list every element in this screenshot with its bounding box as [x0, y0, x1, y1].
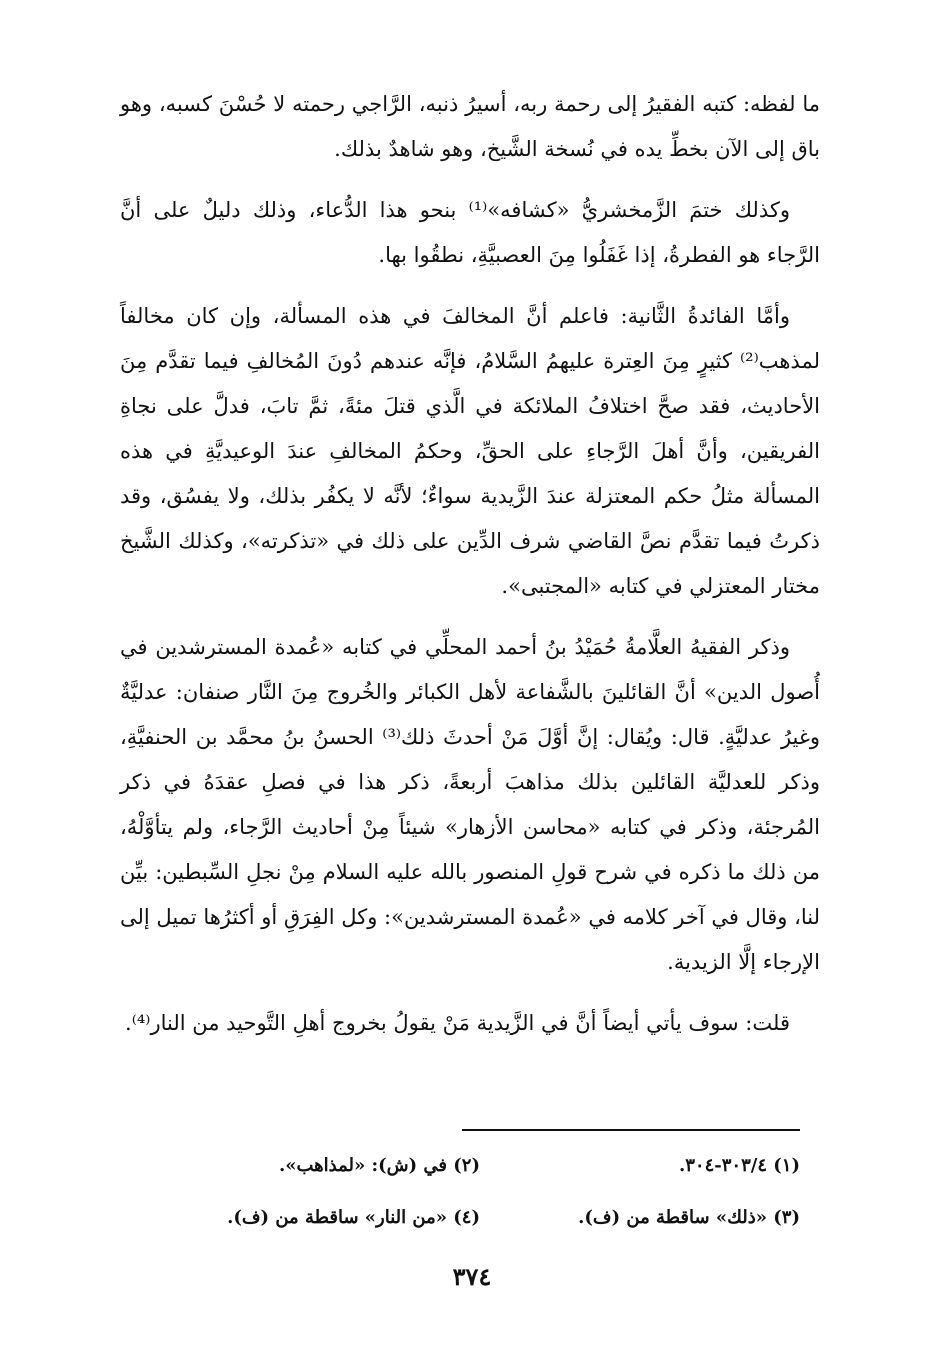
main-text: [120, 82, 820, 1062]
footnotes: [120, 1155, 820, 1259]
footnote-2: (٢) في (ش): «لمذاهب».: [278, 1155, 480, 1176]
footnote-4: (٤) «من النار» ساقطة من (ف).: [227, 1207, 480, 1228]
paragraph-4: وذكر الفقيهُ العلَّامةُ حُمَيْدُ بنُ أحمد المحلِّي في كتابه «عُمدة المسترشدين في أُصول الدين» أنَّ القائلينَ بالشَّفاعة لأهل الكبائر والخُروج مِنَ النَّار صنفان: عدليَّةٌ وغيرُ عدليَّةٍ. قال: ويُقال: إنَّ أوَّلَ مَنْ أحدثَ ذلك⁽³⁾ الحسنُ بنُ محمَّد بن الحنفيَّةِ، وذكر للعدليَّة القائلين بذلك مذاهبَ أربعةً، ذكر هذا في فصلِ عقدَهُ في ذكر المُرجئة، وذكر في كتابه «محاسن الأزهار» شيئاً مِنْ أحاديث الرَّجاء، ولم يتأوَّلْهُ، من ذلك ما ذكره في شرح قولِ المنصور بالله عليه السلام مِنْ نجلِ السِّبطين: بيِّن لنا، وقال في آخر كلامه في «عُمدة المسترشدين»: وكل الفِرَقِ أو أكثرُها تميل إلى الإرجاء إلَّا الزيدية.: [120, 635, 821, 974]
footnote-3: (٣) «ذلك» ساقطة من (ف).: [578, 1207, 800, 1228]
paragraph-1: ما لفظه: كتبه الفقيرُ إلى رحمة ربه، أسيرُ ذنبه، الرَّاجي رحمته لا حُسْنَ كسبه، وهو باق إلى الآن بخطِّ يده في نُسخة الشَّيخ، وهو شاهدٌ بذلك.: [120, 92, 820, 161]
footnote-1: (١) ٣٠٣/٤-٣٠٤.: [678, 1155, 800, 1176]
footnote-divider: [462, 1129, 800, 1131]
footnote-row: [120, 1155, 820, 1207]
paragraph-3: وأمَّا الفائدةُ الثَّانية: فاعلم أنَّ المخالفَ في هذه المسألة، وإن كان مخالفاً لمذهب⁽²⁾ كثيرٍ مِنَ العِترة عليهمُ السَّلامُ، فإنَّه عندهم دُونَ المُخالفِ فيما تقدَّم مِنَ الأحاديث، فقد صحَّ اختلافُ الملائكة في الَّذي قتلَ مئةً، ثمَّ تابَ، فدلَّ على نجاةِ الفريقين، وأنَّ أهلَ الرَّجاءِ على الحقِّ، وحكمُ المخالفِ عندَ الوعيديَّةِ في هذه المسألة مثلُ حكم المعتزلة عندَ الزَّيدية سواءٌ؛ لأنَّه لا يكفُر بذلك، ولا يفسُق، وقد ذكرتُ فيما تقدَّم نصَّ القاضي شرف الدِّين على ذلك في «تذكرته»، وكذلك الشَّيخ مختار المعتزلي في كتابه «المجتبى».: [120, 304, 820, 598]
paragraph-5: قلت: سوف يأتي أيضاً أنَّ في الزَّيدية مَنْ يقولُ بخروج أهلِ التَّوحيد من النار⁽⁴⁾.: [125, 1011, 790, 1035]
footnote-row: [120, 1207, 820, 1259]
paragraph-2: وكذلك ختمَ الزَّمخشريُّ «كشافه»⁽¹⁾ بنحو هذا الدُّعاء، وذلك دليلٌ على أنَّ الرَّجاء هو الفطرةُ، إذا غَفَلُوا مِنَ العصبيَّةِ، نطقُوا بها.: [120, 198, 820, 267]
page-number: ٣٧٤: [452, 1262, 492, 1291]
